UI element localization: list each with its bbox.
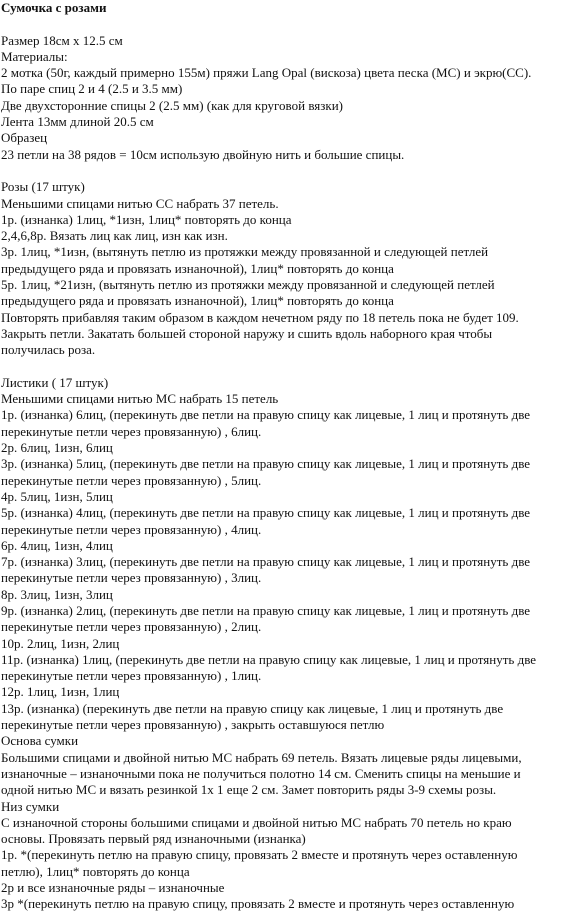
text-line: перекинутые петли через провязанную) , 1лиц. [1, 668, 262, 684]
text-line: По паре спиц 2 и 4 (2.5 и 3.5 мм) [1, 81, 183, 97]
text-line: перекинутые петли через провязанную) , 6лиц. [1, 423, 262, 439]
text-line: Размер 18см x 12.5 см [1, 32, 123, 48]
text-line: 7р. (изнанка) 3лиц, (перекинуть две петли на правую спицу как лицевые, 1 лиц и протянуть две [1, 554, 531, 570]
text-line: 1р. *(перекинуть петлю на правую спицу, провязать 2 вместе и протянуть через оставленную [1, 847, 518, 863]
blank-line [1, 359, 585, 375]
document-body [1, 16, 585, 912]
text-line: 3р. 1лиц, *1изн, (вытянуть петлю из протяжки между провязанной и следующей петлей [1, 244, 489, 260]
text-line: 2р и все изнаночные ряды – изнаночные [1, 880, 225, 896]
text-line: перекинутые петли через провязанную) , 5лиц. [1, 472, 262, 488]
text-line: 3р. (изнанка) 5лиц, (перекинуть две петли на правую спицу как лицевые, 1 лиц и протянуть две [1, 456, 531, 472]
text-line: перекинутые петли через провязанную) , 4лиц. [1, 521, 262, 537]
text-line: 2р. 6лиц, 1изн, 6лиц [1, 440, 113, 456]
text-line: одной нитью МС и вязать резинкой 1х 1 еще 2 см. Замет повторить ряды 3-9 схемы розы. [1, 782, 497, 798]
text-line: получилась роза. [1, 342, 96, 358]
text-line: 5р. 1лиц, *21изн, (вытянуть петлю из протяжки между провязанной и следующей петлей [1, 277, 495, 293]
text-line: Основа сумки [1, 733, 79, 749]
text-line: Две двухсторонние спицы 2 (2.5 мм) (как для круговой вязки) [1, 97, 343, 113]
text-line: петлю), 1лиц* повторять до конца [1, 863, 190, 879]
text-line: 4р. 5лиц, 1изн, 5лиц [1, 488, 113, 504]
text-line: 1р. (изнанка) 1лиц, *1изн, 1лиц* повторять до конца [1, 211, 292, 227]
text-line: 12р. 1лиц, 1изн, 1лиц [1, 684, 120, 700]
text-line: Меньшими спицами нитью СС набрать 37 петель. [1, 195, 279, 211]
text-line: Низ сумки [1, 798, 60, 814]
document-page [1, 0, 585, 913]
text-line: Повторять прибавляя таким образом в каждом нечетном ряду по 18 петель пока не будет 109. [1, 309, 519, 325]
text-line: 23 петли на 38 рядов = 10см использую двойную нить и большие спицы. [1, 146, 405, 162]
text-line: Закрыть петли. Закатать большей стороной наружу и сшить вдоль наборного края чтобы [1, 325, 493, 341]
text-line: 6р. 4лиц, 1изн, 4лиц [1, 537, 113, 553]
text-line: изнаночные – изнаночными пока не получиться полотно 14 см. Сменить спицы на меньшие и [1, 765, 521, 781]
text-line: перекинутые петли через провязанную) , закрыть оставшуюся петлю [1, 717, 385, 733]
text-line: перекинутые петли через провязанную) , 2лиц. [1, 619, 262, 635]
text-line: 9р. (изнанка) 2лиц, (перекинуть две петли на правую спицу как лицевые, 1 лиц и протянуть две [1, 602, 531, 618]
text-line: Розы (17 штук) [1, 179, 85, 195]
text-line: С изнаночной стороны большими спицами и двойной нитью МС набрать 70 петель но краю [1, 814, 512, 830]
text-line: 2,4,6,8р. Вязать лиц как лиц, изн как изн. [1, 228, 228, 244]
text-line: предыдущего ряда и провязать изнаночной), 1лиц* повторять до конца [1, 293, 394, 309]
text-line: 3р *(перекинуть петлю на правую спицу, провязать 2 вместе и протянуть через оставленную [1, 896, 515, 912]
blank-line [1, 16, 585, 32]
text-line: Большими спицами и двойной нитью МС набрать 69 петель. Вязать лицевые ряды лицевыми, [1, 749, 522, 765]
text-line: Лента 13мм длиной 20.5 см [1, 114, 154, 130]
text-line: Меньшими спицами нитью МС набрать 15 петель [1, 391, 279, 407]
text-line: 13р. (изнанка) (перекинуть две петли на правую спицу как лицевые, 1 лиц и протянуть две [1, 700, 504, 716]
text-line: 10р. 2лиц, 1изн, 2лиц [1, 635, 120, 651]
text-line: 11р. (изнанка) 1лиц, (перекинуть две петли на правую спицу как лицевые, 1 лиц и протянуть две [1, 651, 537, 667]
document-title: Сумочка с розами [1, 0, 107, 15]
text-line: 8р. 3лиц, 1изн, 3лиц [1, 586, 113, 602]
text-line: перекинутые петли через провязанную) , 3лиц. [1, 570, 262, 586]
text-line: 1р. (изнанка) 6лиц, (перекинуть две петли на правую спицу как лицевые, 1 лиц и протянуть две [1, 407, 531, 423]
text-line: Материалы: [1, 48, 68, 64]
text-line: 2 мотка (50г, каждый примерно 155м) пряжи Lang Opal (вискоза) цвета песка (МС) и экрю(СС). [1, 65, 532, 81]
text-line: основы. Провязать первый ряд изнаночными (изнанка) [1, 831, 306, 847]
text-line: предыдущего ряда и провязать изнаночной), 1лиц* повторять до конца [1, 260, 394, 276]
blank-line [1, 163, 585, 179]
text-line: Образец [1, 130, 48, 146]
text-line: 5р. (изнанка) 4лиц, (перекинуть две петли на правую спицу как лицевые, 1 лиц и протянуть две [1, 505, 531, 521]
text-line: Листики ( 17 штук) [1, 374, 109, 390]
